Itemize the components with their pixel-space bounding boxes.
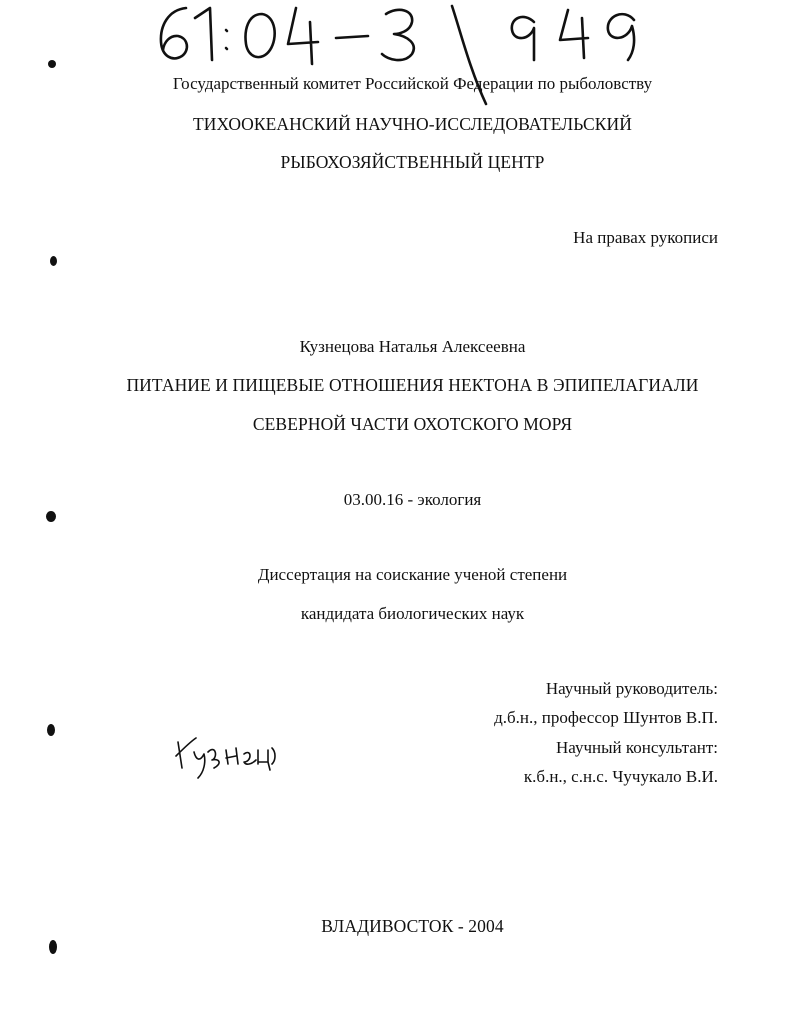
binder-mark — [48, 60, 56, 68]
binder-mark — [47, 724, 55, 736]
consultant-name: к.б.н., с.н.с. Чучукало В.И. — [523, 767, 718, 786]
city-year: ВЛАДИВОСТОК - 2004 — [321, 916, 504, 936]
supervisor-name: д.б.н., профессор Шунтов В.П. — [494, 708, 718, 727]
author-name: Кузнецова Наталья Алексеевна — [299, 337, 526, 356]
dissertation-line-1: Диссертация на соискание ученой степени — [257, 565, 568, 584]
specialty: 03.00.16 - экология — [343, 490, 482, 509]
institute-line-2: РЫБОХОЗЯЙСТВЕННЫЙ ЦЕНТР — [280, 152, 545, 172]
institute-line-1: ТИХООКЕАНСКИЙ НАУЧНО-ИССЛЕДОВАТЕЛЬСКИЙ — [193, 114, 632, 134]
dissertation-line-2: кандидата биологических наук — [300, 604, 525, 623]
binder-mark — [50, 256, 57, 266]
binder-mark — [49, 940, 57, 954]
committee-line: Государственный комитет Российской Федерации по рыболовству — [172, 74, 653, 93]
supervisor-label: Научный руководитель: — [545, 679, 718, 698]
title-line-2: СЕВЕРНОЙ ЧАСТИ ОХОТСКОГО МОРЯ — [252, 414, 573, 434]
title-line-1: ПИТАНИЕ И ПИЩЕВЫЕ ОТНОШЕНИЯ НЕКТОНА В ЭПИПЕЛАГИАЛИ — [126, 375, 699, 395]
binder-mark — [46, 511, 56, 522]
manuscript-rights: На правах рукописи — [573, 228, 718, 247]
consultant-label: Научный консультант: — [556, 738, 718, 757]
